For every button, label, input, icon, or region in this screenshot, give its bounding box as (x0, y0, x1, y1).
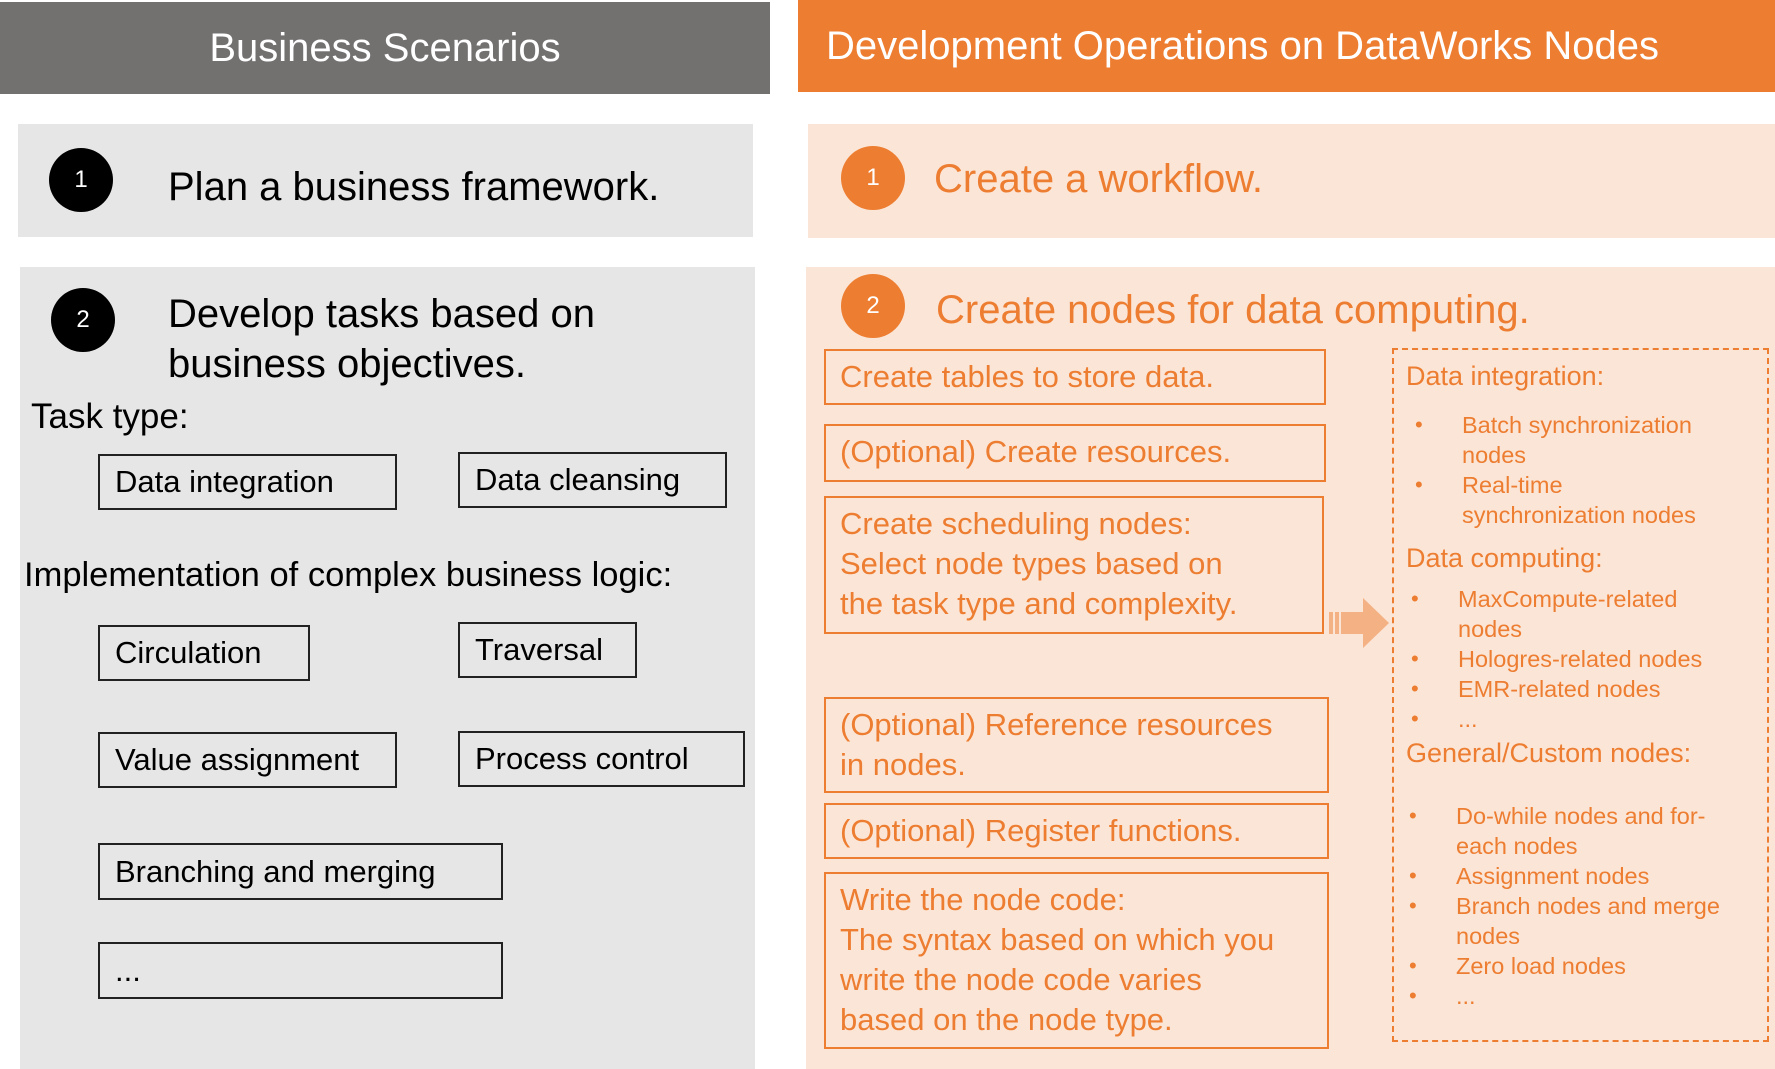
data-integration-heading: Data integration: (1406, 361, 1605, 391)
left-step1-badge (49, 148, 113, 212)
logic-circulation-label: Circulation (115, 635, 262, 670)
list-item (1456, 831, 1766, 861)
bullet-dot: • (1409, 803, 1417, 828)
right-step1-title: Create a workflow. (934, 157, 1264, 201)
business-scenarios-header (0, 2, 770, 94)
create-resources-box (824, 424, 1326, 482)
left-step2-title (168, 289, 595, 389)
left-step2-title-line2: business objectives. (168, 342, 526, 386)
list-item-text: ... (1456, 983, 1476, 1009)
list-item (1409, 801, 1766, 831)
bullet-dot: • (1409, 983, 1417, 1008)
list-item-text: each nodes (1456, 833, 1578, 859)
data-computing-list (1411, 584, 1758, 734)
right-step2-title: Create nodes for data computing. (936, 288, 1530, 332)
logic-more-label: ... (115, 952, 141, 988)
left-step2-number: 2 (76, 306, 90, 333)
data-integration-list (1415, 410, 1762, 530)
reference-resources-box (824, 697, 1329, 793)
write-line2: The syntax based on which you (840, 922, 1275, 957)
task-type-data-integration (98, 454, 397, 510)
right-step2-badge (841, 274, 905, 338)
list-item (1462, 440, 1762, 470)
list-item (1462, 500, 1762, 530)
bullet-dot: • (1411, 646, 1419, 671)
scheduling-line2: Select node types based on (840, 546, 1223, 581)
reference-line1: (Optional) Reference resources (840, 707, 1273, 742)
list-item-text: nodes (1462, 442, 1527, 468)
task-type-data-cleansing (458, 452, 727, 508)
list-item-text: Zero load nodes (1456, 953, 1626, 979)
list-item-text: MaxCompute-related (1458, 586, 1678, 612)
list-item-text: Batch synchronization (1462, 412, 1692, 438)
bullet-dot: • (1411, 706, 1419, 731)
logic-value-assignment (98, 732, 397, 788)
right-step1-badge (841, 146, 905, 210)
logic-traversal-label: Traversal (475, 632, 604, 667)
register-functions-box (824, 803, 1329, 859)
logic-branching-merging-label: Branching and merging (115, 853, 436, 889)
list-item-text: ... (1458, 706, 1478, 732)
scheduling-line3: the task type and complexity. (840, 586, 1238, 621)
bullet-dot: • (1411, 676, 1419, 701)
task-type-data-cleansing-label: Data cleansing (475, 462, 681, 497)
general-custom-heading: General/Custom nodes: (1406, 738, 1692, 768)
create-tables-text: Create tables to store data. (840, 359, 1214, 394)
left-step2-badge (51, 288, 115, 352)
right-step1-number: 1 (866, 164, 880, 191)
write-node-code-box (824, 872, 1329, 1049)
list-item (1409, 951, 1766, 981)
list-item (1411, 644, 1758, 674)
left-step1-number: 1 (74, 166, 88, 193)
bullet-dot: • (1415, 472, 1423, 497)
left-step1-title: Plan a business framework. (168, 165, 660, 209)
logic-traversal (458, 622, 637, 678)
right-step2-number: 2 (866, 292, 880, 319)
left-step2-title-line1: Develop tasks based on (168, 292, 595, 336)
list-item (1415, 410, 1762, 440)
general-custom-list (1409, 801, 1766, 1011)
create-resources-text: (Optional) Create resources. (840, 434, 1232, 469)
complex-logic-label: Implementation of complex business logic: (24, 556, 673, 594)
write-line1: Write the node code: (840, 882, 1126, 917)
write-line3: write the node code varies (840, 962, 1202, 997)
list-item-text: nodes (1458, 616, 1523, 642)
list-item (1411, 584, 1758, 614)
list-item-text: Branch nodes and merge (1456, 893, 1720, 919)
list-item (1458, 614, 1758, 644)
list-item-text: EMR-related nodes (1458, 676, 1661, 702)
business-scenarios-title: Business Scenarios (209, 25, 561, 70)
write-line4: based on the node type. (840, 1002, 1173, 1037)
list-item-text: nodes (1456, 923, 1521, 949)
task-type-label: Task type: (31, 397, 189, 436)
bullet-dot: • (1409, 863, 1417, 888)
list-item (1409, 891, 1766, 921)
list-item-text: synchronization nodes (1462, 502, 1696, 528)
logic-process-control-label: Process control (475, 741, 689, 776)
bullet-dot: • (1409, 953, 1417, 978)
right-arrow-icon (1329, 596, 1389, 650)
list-item (1456, 921, 1766, 951)
list-item (1411, 674, 1758, 704)
list-item (1411, 704, 1758, 734)
list-item-text: Hologres-related nodes (1458, 646, 1703, 672)
create-scheduling-nodes-box (824, 496, 1324, 634)
dataworks-operations-title: Development Operations on DataWorks Nodes (826, 23, 1660, 68)
bullet-dot: • (1409, 893, 1417, 918)
list-item-text: Do-while nodes and for- (1456, 803, 1706, 829)
task-type-data-integration-label: Data integration (115, 464, 334, 499)
data-computing-heading: Data computing: (1406, 543, 1603, 573)
logic-circulation (98, 625, 310, 681)
scheduling-line1: Create scheduling nodes: (840, 506, 1192, 541)
logic-branching-merging (98, 843, 503, 900)
create-tables-box (824, 349, 1326, 405)
logic-value-assignment-label: Value assignment (115, 742, 360, 777)
logic-process-control (458, 731, 745, 787)
list-item-text: Real-time (1462, 472, 1563, 498)
list-item (1409, 861, 1766, 891)
logic-more (98, 942, 503, 999)
dataworks-operations-header (798, 0, 1775, 92)
list-item (1415, 470, 1762, 500)
list-item-text: Assignment nodes (1456, 863, 1650, 889)
bullet-dot: • (1415, 412, 1423, 437)
bullet-dot: • (1411, 586, 1419, 611)
list-item (1409, 981, 1766, 1011)
register-functions-text: (Optional) Register functions. (840, 813, 1242, 848)
reference-line2: in nodes. (840, 747, 966, 782)
